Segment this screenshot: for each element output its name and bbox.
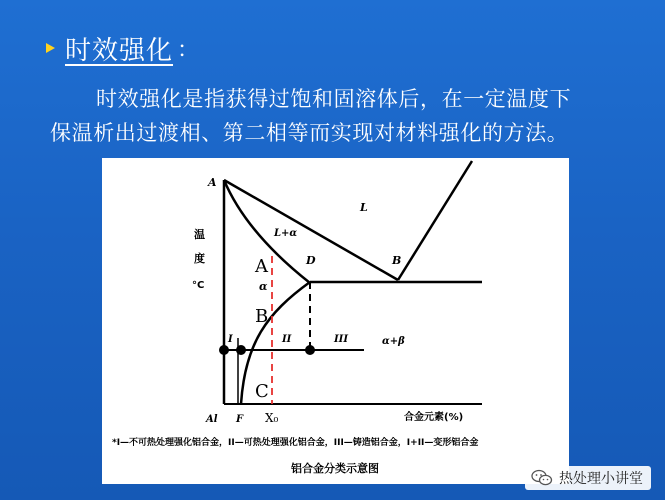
zone-label-iii: III (334, 334, 349, 345)
marker-label-a: A (255, 256, 268, 277)
solvus-curve (241, 282, 310, 404)
watermark-text: 热处理小讲堂 (559, 471, 643, 487)
point-label-b: B (392, 254, 402, 267)
region-label-l-alpha: L+α (274, 228, 298, 239)
x-label-al: Al (206, 414, 218, 425)
y-axis-char-2: 度 (194, 252, 205, 265)
region-label-l: L (360, 201, 368, 214)
bullet-arrow-icon (46, 43, 55, 53)
x-label-f: F (236, 414, 244, 425)
marker-label-b: B (255, 306, 269, 327)
slide-heading (46, 30, 199, 66)
marker-dot-2 (236, 345, 246, 355)
wechat-icon (531, 469, 553, 487)
point-label-d: D (306, 254, 316, 267)
marker-label-c: C (255, 381, 269, 402)
marker-dot-1 (219, 345, 229, 355)
diagram-footnote: *I—不可热处理强化铝合金，II—可热处理强化铝合金，III—铸造铝合金，I+II—变形铝合金 (112, 438, 479, 448)
zone-label-i: I (228, 334, 233, 345)
paragraph-line-1: 时效强化是指获得过饱和固溶体后，在一定温度下 (96, 87, 572, 111)
zone-label-ii: II (282, 334, 292, 345)
point-label-a: A (208, 176, 217, 189)
marker-dot-3 (305, 345, 315, 355)
phase-diagram-figure (102, 158, 569, 484)
liquidus-line-right (398, 161, 472, 280)
y-axis-unit: °C (192, 280, 205, 291)
x-label-x0: X₀ (265, 411, 279, 425)
heading-colon: ： (177, 37, 200, 63)
phase-diagram (102, 158, 569, 484)
region-label-alpha-beta: α+β (382, 336, 405, 347)
heading-title: 时效强化 (65, 35, 174, 66)
definition-paragraph (50, 82, 630, 150)
x-axis-title: 合金元素(%) (404, 412, 464, 423)
paragraph-line-2: 保温析出过渡相、第二相等而实现对材料强化的方法。 (50, 121, 569, 145)
region-label-alpha: α (259, 280, 268, 293)
diagram-caption: 铝合金分类示意图 (291, 462, 379, 475)
watermark (525, 466, 651, 490)
y-axis-char-1: 温 (194, 228, 205, 241)
